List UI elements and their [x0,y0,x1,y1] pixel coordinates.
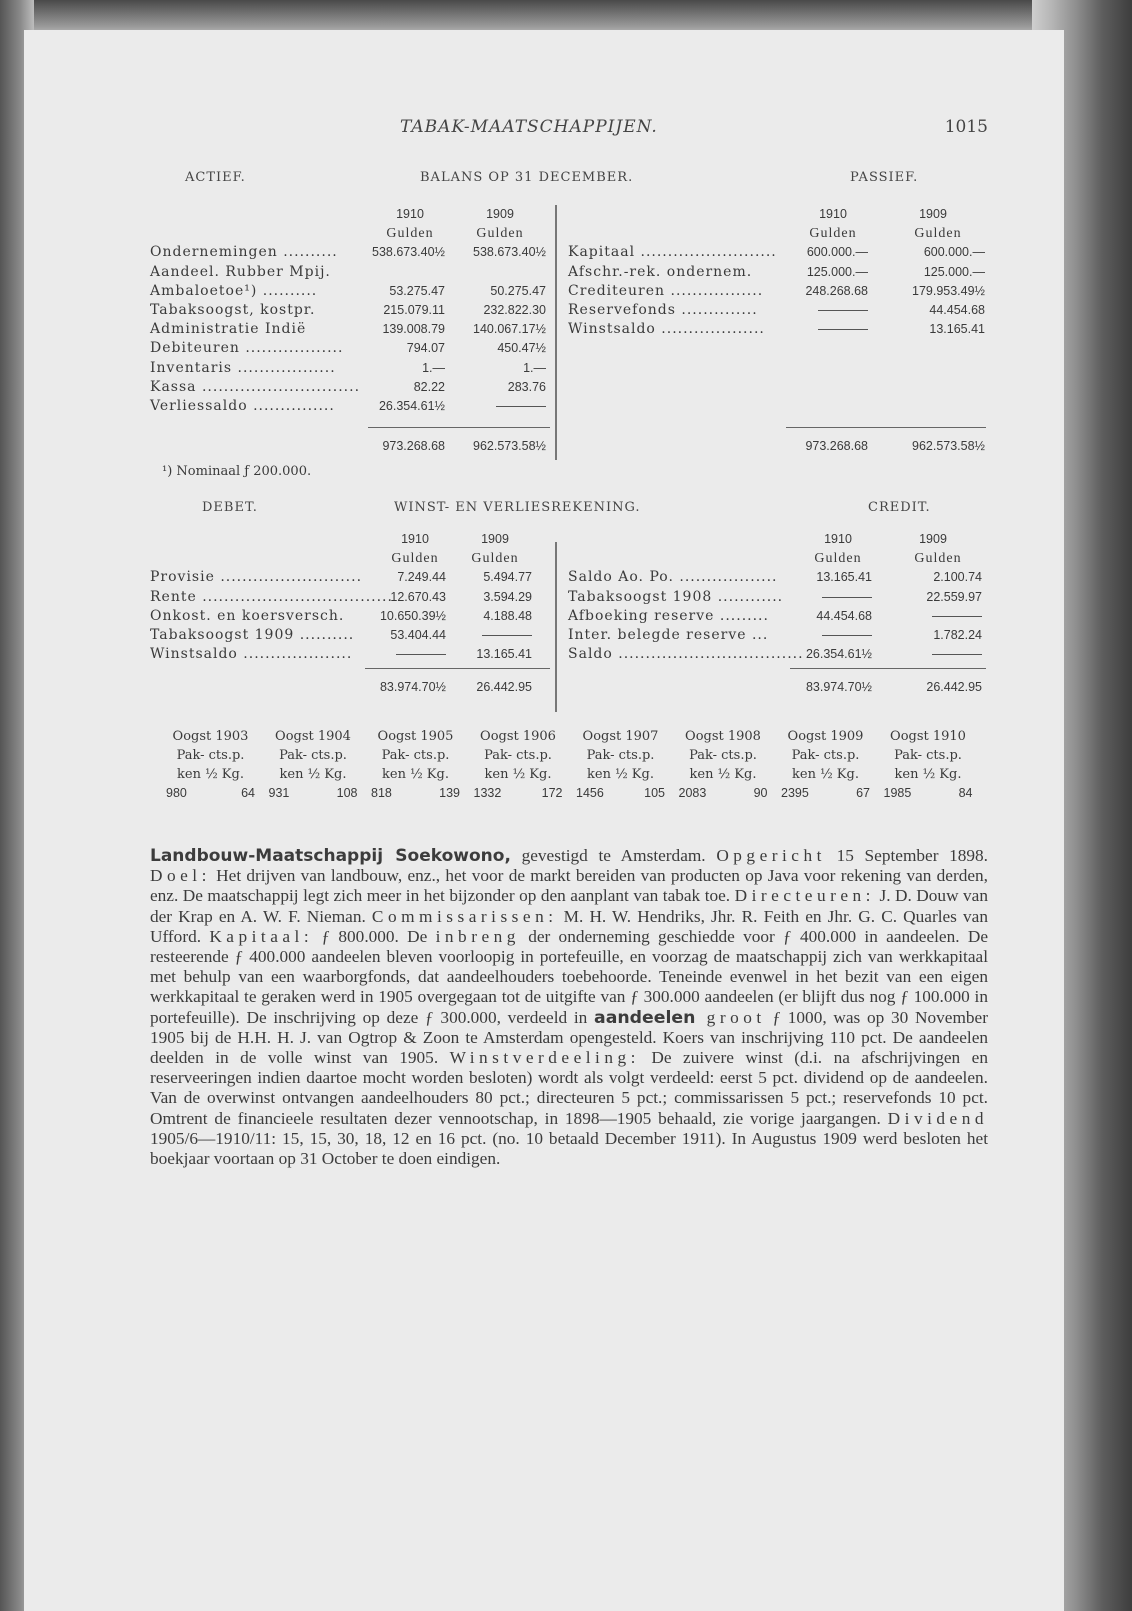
empty-dash [482,635,532,636]
table-row [150,320,550,339]
header-years: 1910 1909 [819,207,947,221]
value-1909: 1.782.24 [933,627,982,642]
cents-per-half-kg-value: 84 [958,786,973,800]
harvest-year: Oogst 1903 [172,729,249,744]
row-label: Reservefonds .............. [568,301,758,318]
company-article [150,846,988,1169]
header-years: 1910 1909 [396,207,514,221]
row-label: Crediteuren ................. [568,282,764,299]
keyword-groot: groot [695,1007,766,1027]
total-rule [786,427,986,428]
pakken-value: 1456 [576,786,604,800]
value-1910: 13.165.41 [816,570,872,585]
value-1910: 26.354.61½ [378,398,445,413]
value-1910: 12.670.43 [390,589,446,604]
row-label: Afschr.-rek. ondernem. [568,263,753,280]
row-label: Winstsaldo .................... [150,646,353,663]
debet-total-row: 83.974.70½ 26.442.95 [379,680,532,694]
value-1909: 125.000.— [923,264,985,279]
value-1910: 794.07 [406,341,445,356]
harvest-values [570,784,671,803]
harvest-column [775,727,876,803]
table-row [568,645,988,664]
row-label: Kassa ............................. [150,378,361,395]
balance-sheet-table [150,205,988,470]
row-label: Inter. belegde reserve ... [568,626,769,643]
cents-per-half-kg-value: 105 [644,786,665,800]
value-1909: 600.000.— [923,245,985,260]
table-row [150,588,550,607]
header-unit: Gulden Gulden [386,226,524,242]
cents-per-half-kg-value: 64 [241,786,255,800]
table-row [568,243,988,262]
credit-column [568,530,988,664]
pakken-value: 1985 [883,786,912,800]
value-1910: 53.404.44 [390,627,446,642]
pakken-value: 931 [268,786,290,800]
value-1909: 450.47½ [497,341,546,356]
empty-dash [396,654,446,655]
value-1910: 125.000.— [806,264,868,279]
value-1910: 215.079.11 [383,302,445,317]
actief-column [150,205,550,416]
debet-heading: DEBET. [202,500,258,515]
value-1909: 1.— [523,360,546,375]
row-label: Aandeel. Rubber Mpij. [150,263,331,280]
table-row [150,607,550,626]
value-1909: 538.673.40½ [473,245,546,260]
keyword-aandeelen: aandeelen [594,1007,696,1028]
keyword-doel: Doel: [150,866,211,886]
row-label: Rente ................................... [150,588,393,605]
page-number: 1015 [944,117,988,137]
table-row [568,263,988,282]
table-row [150,243,550,262]
keyword-dividend: Dividend [887,1108,988,1128]
column-divider [555,205,557,460]
row-label: Tabaksoogst, kostpr. [150,301,316,318]
keyword-winstverdeeling: Winstverdeeling: [449,1048,640,1068]
harvest-year: Oogst 1906 [480,729,556,744]
cents-per-half-kg-value: 67 [856,786,870,800]
credit-heading: CREDIT. [868,500,931,515]
row-label: Kapitaal ......................... [568,244,777,261]
article-paragraph: Landbouw-Maatschappij Soekowono, gevestigd te Amsterdam. Opgericht 15 September 1898. Doel: Het drijven van landbouw, enz., het voor de markt bereiden van producten op Java voor rekening van derden, enz. De maatschappij legt zich meer in het bijzonder op den aanplant van tabak toe. Directeuren: J. D. Douw van der Krap en A. W. F. Nieman. Commissarissen: M. H. W. Hendriks, Jhr. R. Feith en Jhr. G. C. Quarles van Ufford. Kapitaal: ƒ 800.000. De inbreng der onderneming geschiedde voor ƒ 400.000 in aandeelen. De resteerende ƒ 400.000 aandeelen bleven voorloopig in portefeuille, en voorzag de maatschappij zich van werkkapitaal met behulp van een waarborgfonds, dat aandeelhouders toebehoorde. Teneinde evenwel in het bezit van een eigen werkkapitaal te geraken werd in 1905 overgegaan tot de uitgifte van ƒ 300.000 aandeelen (er blijft dus nog ƒ 100.000 in portefeuille). De inschrijving op deze ƒ 300.000, verdeeld in aandeelen groot ƒ 1000, was op 30 November 1905 bij de H.H. H. J. van Ogtrop & Zoon te Amsterdam opengesteld. Koers van inschrijving 110 pct. De aandeelen deelden in de volle winst van 1905. Winstverdeeling: De zuivere winst (d.i. na afschrijvingen en reserveeringen indien daartoe mocht worden besloten) wordt als volgt verdeeld: eerst 5 pct. dividend op de aandeelen. Van de overwinst ontvangen aandeelhouders 80 pct.; directeuren 5 pct.; commissarissen 5 pct.; reservefonds 10 pct. Omtrent de financieele resultaten dezer vennootschap, in 1898—1905 behaald, zie vorige jaargangen. Dividend 1905/6—1910/11: 15, 15, 30, 18, 12 en 16 pct. (no. 10 betaald December 1911). In Augustus 1909 werd besloten het boekjaar voortaan op 31 October te doen eindigen. [150,846,989,1169]
value-1910: 82.22 [413,379,445,394]
harvest-year: Oogst 1908 [685,729,761,744]
row-label: Saldo Ao. Po. .................. [568,569,778,586]
table-row [568,301,988,320]
table-row [568,626,988,645]
keyword-directeuren: Directeuren: [734,886,875,906]
harvest-year: Oogst 1904 [275,729,351,744]
harvest-values [468,784,569,803]
passief-heading: PASSIEF. [850,170,919,185]
value-1910 [778,320,868,339]
value-1909: 179.953.49½ [912,283,985,298]
harvest-unit-line: ken ½ Kg. [484,767,552,782]
value-1910: 538.673.40½ [372,245,445,260]
value-1910: 248.268.68 [805,283,868,298]
keyword-opgericht: Opgericht [716,846,826,865]
value-1909: 13.165.41 [929,322,985,337]
harvest-unit-line: Pak- cts.p. [586,748,655,763]
keyword-kapitaal: Kapitaal: [209,926,314,946]
pakken-value: 2083 [678,786,707,800]
table-row [568,568,988,587]
footnote: ¹) Nominaal ƒ 200.000. [162,464,312,479]
value-1909: 3.594.29 [483,589,532,604]
row-label: Provisie .......................... [150,569,363,586]
row-label: Onkost. en koersversch. [150,607,345,624]
value-1910: 7.249.44 [397,570,446,585]
harvest-column [468,727,569,803]
running-head [150,117,988,141]
value-1909: 13.165.41 [476,647,532,662]
value-1910: 600.000.— [806,245,868,260]
value-1909: 50.275.47 [490,283,546,298]
harvest-column [570,727,671,803]
harvest-year: Oogst 1907 [582,729,659,744]
row-label: Ambaloetoe¹) .......... [150,282,318,299]
harvest-unit-line: ken ½ Kg. [894,767,962,782]
harvest-column [878,727,979,803]
row-label: Winstsaldo ................... [568,321,765,338]
cents-per-half-kg-value: 108 [336,786,358,800]
pakken-value: 980 [166,786,187,800]
value-1909: 22.559.97 [926,589,982,604]
harvest-unit-line: Pak- cts.p. [279,748,347,763]
actief-total-row: 973.268.68 962.573.58½ [382,439,546,453]
actief-heading: ACTIEF. [185,170,246,185]
profit-loss-title: WINST- EN VERLIESREKENING. [394,500,641,515]
value-1910: 53.275.47 [389,283,445,298]
row-label: Tabaksoogst 1908 ............ [568,588,784,605]
row-label: Saldo .................................. [568,646,804,663]
table-row [568,588,988,607]
table-row [568,282,988,301]
total-rule [790,668,986,669]
row-label: Debiteuren .................. [150,340,344,357]
empty-dash [932,654,982,655]
table-row [150,645,550,664]
harvest-unit-line: ken ½ Kg. [382,767,449,782]
harvest-year: Oogst 1909 [787,729,864,744]
harvest-unit-line: ken ½ Kg. [587,767,654,782]
harvest-unit-line: Pak- cts.p. [689,748,757,763]
harvest-unit-line: Pak- cts.p. [791,748,860,763]
harvest-values [775,784,876,803]
harvest-unit-line: Pak- cts.p. [176,748,245,763]
value-1910 [776,588,872,607]
cents-per-half-kg-value: 139 [439,786,460,800]
harvest-unit-line: Pak- cts.p. [381,748,450,763]
row-label: Verliessaldo ............... [150,397,335,414]
cents-per-half-kg-value: 172 [541,786,563,800]
table-row [150,626,550,645]
header-years: 1910 1909 [401,532,509,546]
empty-dash [496,406,546,407]
pakken-value: 1332 [473,786,502,800]
total-rule [365,668,550,669]
harvest-year: Oogst 1910 [890,729,966,744]
empty-dash [818,329,868,330]
table-row [150,397,550,416]
passief-total-row: 973.268.68 962.573.58½ [805,439,985,453]
passief-column [568,205,988,339]
balance-sheet-title: BALANS OP 31 DECEMBER. [420,170,634,185]
pakken-value: 2395 [781,786,809,800]
empty-dash [822,635,872,636]
harvest-unit-line: Pak- cts.p. [894,748,962,763]
value-1910 [778,301,868,320]
harvest-values [160,784,261,803]
value-1910: 26.354.61½ [805,647,872,662]
header-unit: Gulden Gulden [809,226,962,242]
credit-total-row: 83.974.70½ 26.442.95 [805,680,982,694]
table-row [568,607,988,626]
value-1910: 139.008.79 [382,322,445,337]
empty-dash [818,310,868,311]
company-name: Landbouw-Maatschappij Soekowono, [150,846,511,866]
harvest-column [263,727,364,803]
value-1909: 5.494.77 [483,570,532,585]
table-row [150,263,550,282]
harvest-unit-line: ken ½ Kg. [177,767,244,782]
table-row [150,378,550,397]
value-1909 [886,607,982,626]
harvest-values [365,784,466,803]
harvest-unit-line: Pak- cts.p. [484,748,552,763]
balance-sheet-headings [150,170,988,190]
keyword-inbreng: inbreng [435,926,520,946]
cents-per-half-kg-value: 90 [753,786,768,800]
header-unit: Gulden Gulden [814,551,962,567]
debet-column [150,530,550,664]
value-1909: 44.454.68 [929,302,985,317]
harvest-values [263,784,364,803]
row-label: Administratie Indië [150,321,307,338]
row-label: Ondernemingen .......... [150,244,338,261]
pakken-value: 818 [371,786,392,800]
value-1909 [450,626,532,645]
table-row [150,339,550,358]
table-row [150,359,550,378]
header-years: 1910 1909 [824,532,947,546]
total-rule [368,427,550,428]
keyword-commissarissen: Commissarissen: [371,906,558,926]
header-unit: Gulden Gulden [391,551,519,567]
empty-dash [822,597,872,598]
profit-loss-headings [150,500,988,520]
harvest-unit-line: ken ½ Kg. [689,767,757,782]
table-row [150,282,550,301]
harvest-column [160,727,261,803]
harvest-column [365,727,466,803]
value-1909: 232.822.30 [483,302,546,317]
value-1910: 1.— [422,360,445,375]
value-1909 [886,645,982,664]
harvest-unit-line: ken ½ Kg. [792,767,859,782]
harvest-column [673,727,774,803]
value-1909 [450,397,546,416]
harvest-values [878,784,979,803]
value-1909: 283.76 [507,379,546,394]
empty-dash [932,616,982,617]
value-1910: 44.454.68 [816,608,872,623]
table-row [150,301,550,320]
row-label: Inventaris .................. [150,359,336,376]
harvest-values [673,784,774,803]
row-label: Tabaksoogst 1909 .......... [150,626,355,643]
value-1909: 4.188.48 [483,608,532,623]
value-1910 [776,626,872,645]
row-label: Afboeking reserve ......... [568,607,769,624]
value-1909: 2.100.74 [933,570,982,585]
table-row [150,568,550,587]
value-1910: 10.650.39½ [379,608,446,623]
value-1910 [350,645,446,664]
profit-loss-table [150,530,988,710]
value-1909: 140.067.17½ [473,322,546,337]
column-divider [555,542,557,712]
running-title: TABAK-MAATSCHAPPIJEN. [400,117,658,137]
harvest-unit-line: ken ½ Kg. [279,767,347,782]
table-row [568,320,988,339]
harvest-year: Oogst 1905 [377,729,454,744]
